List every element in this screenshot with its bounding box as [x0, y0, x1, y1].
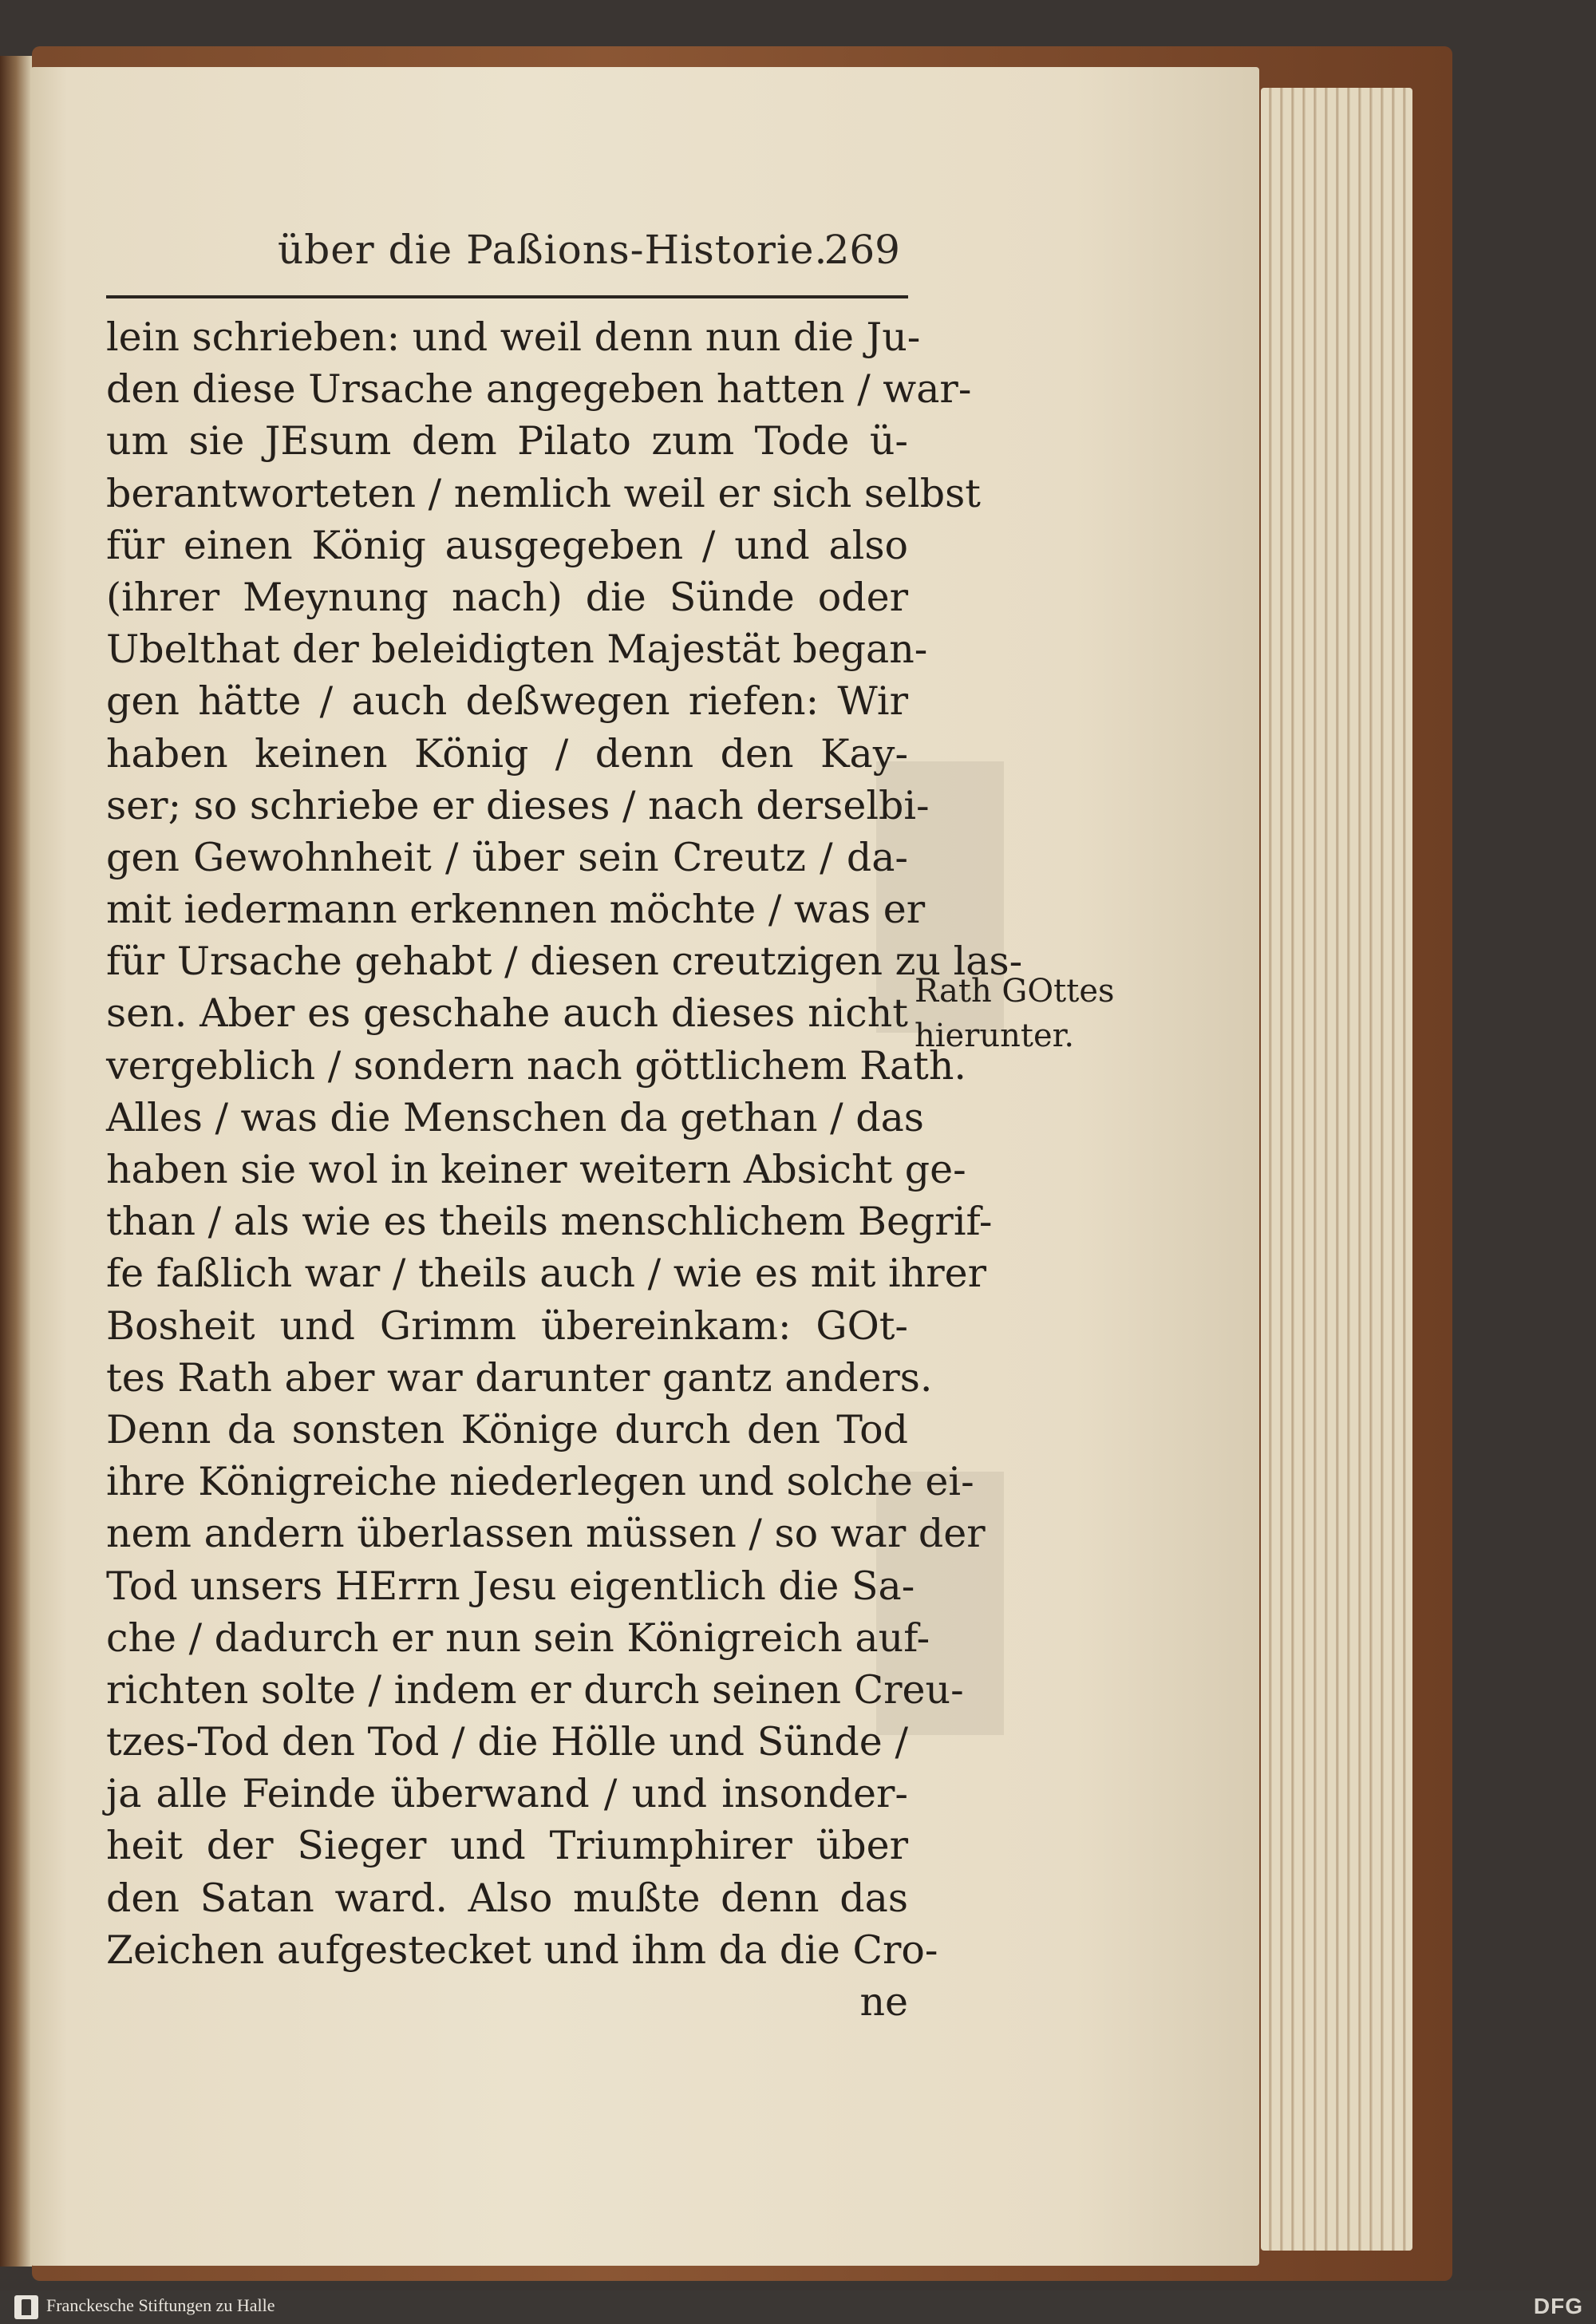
- text-line: gen Gewohnheit / über sein Creutz / da-: [106, 834, 908, 880]
- text-line: vergeblich / sondern nach göttlichem Rath.: [106, 1042, 966, 1089]
- running-head: über die Paßions-Historie.: [278, 227, 828, 273]
- text-line: lein schrieben: und weil denn nun die Ju-: [106, 314, 921, 360]
- catchword: ne: [859, 1979, 908, 2025]
- text-line: den Satan ward. Also mußte denn das: [106, 1875, 908, 1921]
- text-line: richten solte / indem er durch seinen Creu-: [106, 1666, 964, 1713]
- text-line: Tod unsers HErrn Jesu eigentlich die Sa-: [106, 1563, 915, 1609]
- text-line: sen. Aber es geschahe auch dieses nicht: [106, 990, 908, 1037]
- text-line: Alles / was die Menschen da gethan / das: [106, 1094, 924, 1140]
- text-line: ihre Königreiche niederlegen und solche ei-: [106, 1459, 974, 1505]
- text-line: tzes-Tod den Tod / die Hölle und Sünde /: [106, 1719, 908, 1765]
- text-line: haben sie wol in keiner weitern Absicht ge-: [106, 1147, 966, 1192]
- page-header: [158, 227, 900, 290]
- text-line: berantworteten / nemlich weil er sich selbst: [106, 470, 981, 516]
- text-line: Denn da sonsten Könige durch den Tod: [106, 1406, 908, 1452]
- dfg-logo: DFG: [1533, 2294, 1583, 2318]
- text-line: heit der Sieger und Triumphirer über: [106, 1823, 908, 1869]
- text-line: Ubelthat der beleidigten Majestät began-: [106, 626, 928, 673]
- header-rule: [106, 295, 908, 298]
- text-line: den diese Ursache angegeben hatten / war-: [106, 366, 972, 413]
- marginal-note-line: hierunter.: [915, 1018, 1075, 1054]
- institution-name: Franckesche Stiftungen zu Halle: [46, 2295, 275, 2315]
- page-edges: [1261, 88, 1412, 2251]
- text-line: (ihrer Meynung nach) die Sünde oder: [106, 574, 908, 620]
- text-line: für Ursache gehabt / diesen creutzigen zu las-: [106, 939, 1023, 985]
- marginal-note-line: Rath GOttes: [915, 973, 1115, 1010]
- text-line: Bosheit und Grimm übereinkam: GOt-: [106, 1302, 908, 1349]
- text-line: tes Rath aber war darunter gantz anders.: [106, 1354, 933, 1401]
- text-line: um sie JEsum dem Pilato zum Tode ü-: [106, 418, 908, 464]
- marginal-note: [915, 969, 1115, 1058]
- text-line: Zeichen aufgestecket und ihm da die Cro-: [106, 1927, 938, 1973]
- text-line: für einen König ausgegeben / und also: [106, 522, 908, 568]
- text-line: fe faßlich war / theils auch / wie es mit ihrer: [106, 1251, 987, 1297]
- text-line: nem andern überlassen müssen / so war der: [106, 1511, 986, 1557]
- text-line: than / als wie es theils menschlichem Begrif-: [106, 1199, 993, 1245]
- text-line: haben keinen König / denn den Kay-: [106, 730, 908, 777]
- viewer-footer: [0, 2290, 1596, 2324]
- text-line: gen hätte / auch deßwegen riefen: Wir: [106, 678, 908, 725]
- book-page: [30, 67, 1259, 2266]
- text-line: che / dadurch er nun sein Königreich auf-: [106, 1615, 930, 1661]
- page-number: 269: [824, 227, 900, 273]
- facing-page-edge: [0, 56, 32, 2267]
- text-line: ja alle Feinde überwand / und insonder-: [106, 1771, 908, 1817]
- institution-logo-icon: [14, 2295, 38, 2319]
- text-line: ser; so schriebe er dieses / nach derselbi-: [106, 782, 930, 828]
- text-line: mit iedermann erkennen möchte / was er: [106, 887, 926, 933]
